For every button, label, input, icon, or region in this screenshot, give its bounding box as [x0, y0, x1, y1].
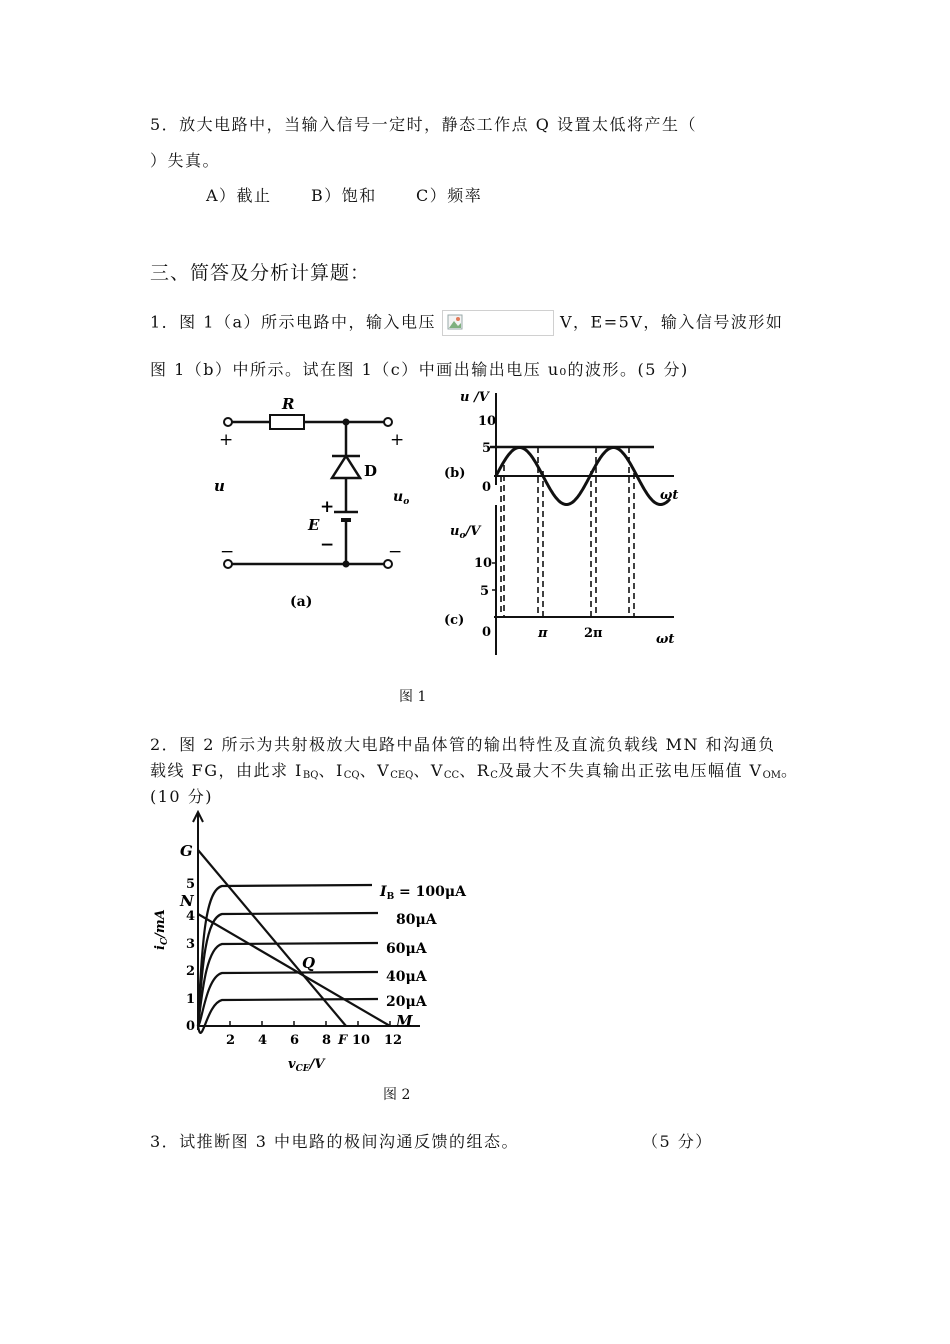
wave-c-tick-0: 0: [482, 625, 492, 640]
wave-b-ylabel: u /V: [460, 390, 489, 405]
p1-line1-b: V，E=5V，输入信号波形如: [560, 312, 784, 332]
output-plus: +: [390, 430, 405, 450]
q5-line1: 5．放大电路中，当输入信号一定时，静态工作点 Q 设置太低将产生（: [150, 115, 697, 134]
wave-c-ylabel: $u_o/V$: [450, 524, 481, 541]
xtick-6: 6: [290, 1033, 300, 1048]
battery-minus: −: [320, 535, 335, 555]
q3-text: 3．试推断图 3 中电路的极间沟通反馈的组态。: [150, 1132, 520, 1151]
p1-line1: [150, 310, 783, 336]
ytick-3: 3: [186, 937, 196, 952]
circuit-tag: (a): [290, 594, 313, 610]
xtick-2: 2: [226, 1033, 236, 1048]
curve-label-60: 60μA: [386, 941, 427, 957]
ic-curve-100ua: [198, 885, 372, 1026]
ytick-0: 0: [186, 1019, 196, 1034]
figure1-waveforms: [438, 385, 688, 663]
section-title: 三、简答及分析计算题：: [150, 262, 371, 284]
wave-c-xtick-pi: π: [538, 626, 548, 641]
xtick-12: 12: [384, 1033, 403, 1048]
xtick-10: 10: [352, 1033, 371, 1048]
point-m-label: M: [396, 1012, 413, 1030]
q5-option-b: B）饱和: [311, 186, 377, 205]
ytick-2: 2: [186, 964, 196, 979]
chart-ylabel: $i_C/mA$: [153, 909, 170, 950]
diode-label: D: [364, 462, 378, 480]
point-q-label: Q: [302, 954, 316, 972]
ytick-1: 1: [186, 992, 196, 1007]
ytick-5: 5: [186, 877, 196, 892]
wave-c-xlabel: ωt: [656, 632, 675, 647]
wave-b-tag: (b): [444, 466, 466, 481]
point-n-label: N: [180, 892, 194, 910]
q5-option-c: C）频率: [416, 186, 483, 205]
curve-label-80: 80μA: [396, 912, 437, 928]
figure2-caption: 图 2: [383, 1087, 411, 1103]
xtick-8: 8: [322, 1033, 332, 1048]
figure1-caption: 图 1: [399, 689, 427, 705]
input-label: u: [214, 477, 225, 495]
dc-load-line: [198, 914, 390, 1026]
output-minus: −: [388, 542, 403, 562]
curve-label-100: $I_B = 100\mu A$: [380, 884, 466, 902]
p1-line1-a: 1．图 1（a）所示电路中，输入电压: [150, 312, 436, 332]
chart-xlabel: $v_{CE}/V$: [288, 1057, 325, 1074]
wave-c-xtick-2pi: 2π: [584, 626, 603, 641]
wave-b-tick-0: 0: [482, 480, 492, 495]
wave-b-tick-10: 10: [478, 414, 497, 429]
q3-score: （5 分）: [642, 1132, 713, 1151]
p1-line2: 图 1（b）中所示。试在图 1（c）中画出输出电压 u₀的波形。(5 分): [150, 360, 689, 379]
resistor-label: R: [282, 395, 295, 413]
output-label: $u_o$: [393, 489, 410, 507]
point-f-label: F: [338, 1033, 348, 1048]
xtick-4: 4: [258, 1033, 268, 1048]
battery-plus: +: [320, 497, 335, 517]
broken-image-icon: [442, 310, 554, 336]
input-plus: +: [219, 430, 234, 450]
battery-label: E: [308, 516, 320, 534]
p2-line1: 2．图 2 所示为共射极放大电路中晶体管的输出特性及直流负载线 MN 和沟通负: [150, 735, 776, 754]
p2-line3: (10 分): [150, 787, 213, 806]
figure1-circuit: [210, 392, 410, 617]
q5-option-a: A）截止: [206, 186, 272, 205]
p2-line2: 载线 FG，由此求 $I_{BQ}$、$I_{CQ}$、$V_{CEQ}$、$V_{CC}$、$R_C$及最大不失真输出正弦电压幅值 $V_{OM}$。: [150, 761, 799, 781]
wave-c-tag: (c): [444, 613, 465, 628]
wave-b-xlabel: ωt: [660, 488, 679, 503]
wave-c-tick-10: 10: [474, 556, 493, 571]
input-minus: −: [220, 542, 235, 562]
point-g-label: G: [180, 842, 193, 860]
curve-label-40: 40μA: [386, 969, 427, 985]
q5-line2: ）失真。: [150, 151, 221, 170]
ytick-4: 4: [186, 909, 196, 924]
wave-b-tick-5: 5: [482, 441, 492, 456]
figure2-chart: [150, 810, 480, 1080]
wave-c-tick-5: 5: [480, 584, 490, 599]
curve-label-20: 20μA: [386, 994, 427, 1010]
